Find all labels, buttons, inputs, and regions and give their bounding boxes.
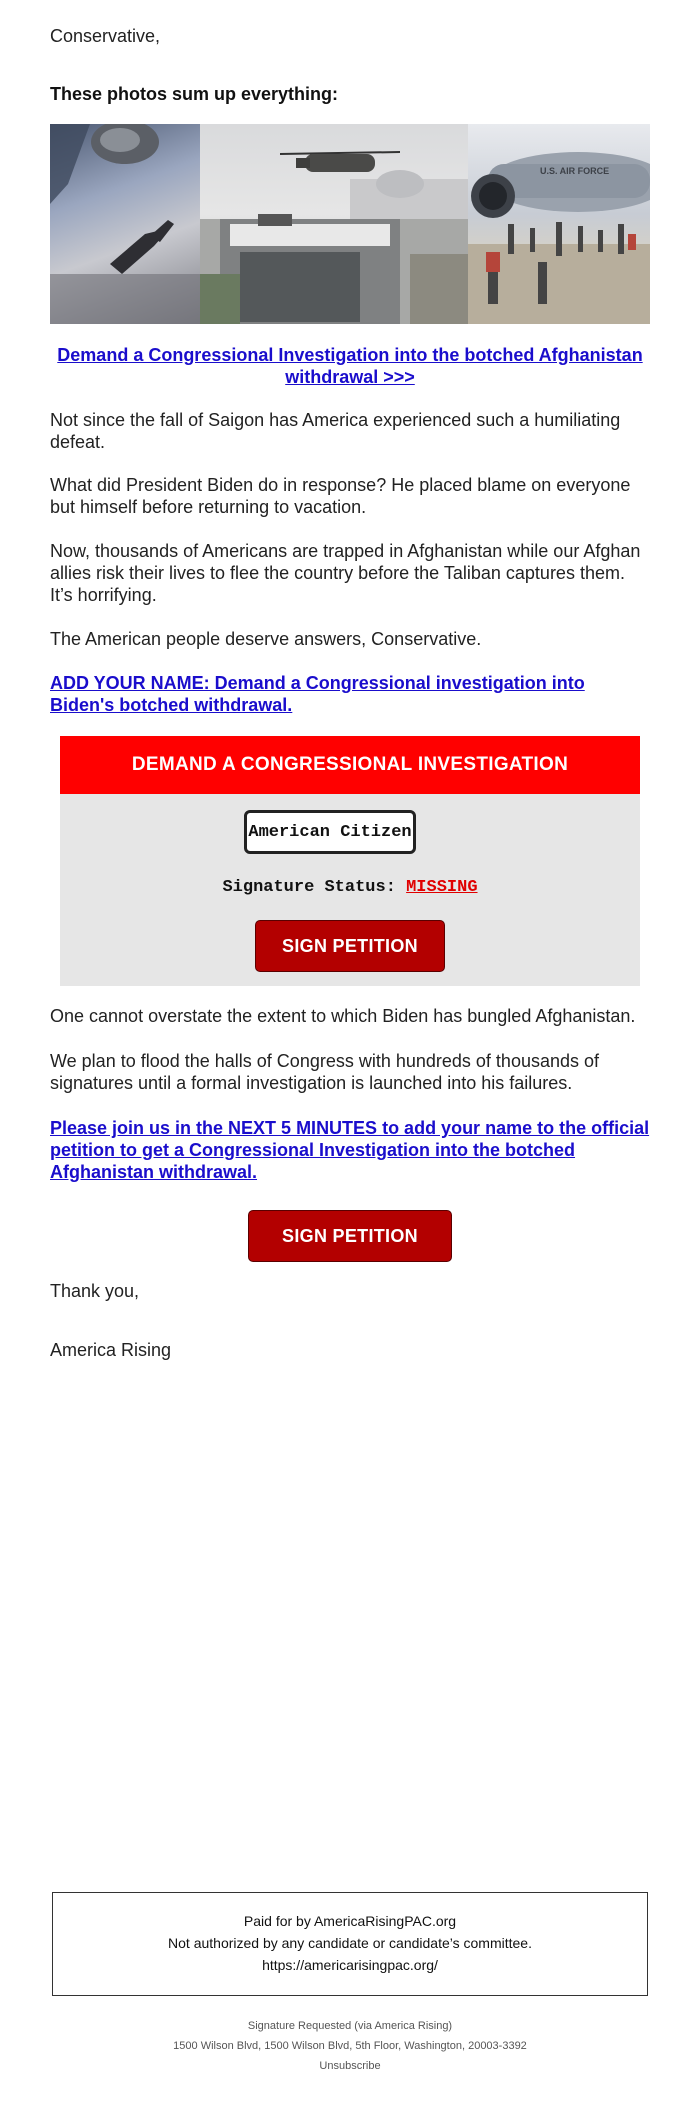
mailing-address: 1500 Wilson Blvd, 1500 Wilson Blvd, 5th Floor, Washington, 20003-3392: [173, 2040, 527, 2052]
signature-name: America Rising: [50, 1340, 172, 1360]
paid-for-text: Paid for by AmericaRisingPAC.org: [243, 1913, 457, 1929]
petition-header: DEMAND A CONGRESSIONAL INVESTIGATION: [60, 736, 640, 794]
cta-link-add-name[interactable]: ADD YOUR NAME: Demand a Congressional investigation into Biden's botched withdrawal.: [50, 673, 585, 715]
paragraph-answers: The American people deserve answers, Conservative.: [50, 629, 482, 649]
photo-collage[interactable]: [50, 124, 650, 324]
unsubscribe-link[interactable]: Unsubscribe: [319, 2060, 381, 2072]
paragraph-biden-response: What did President Biden do in response? He placed blame on everyone but himself before returning to vacation.: [50, 475, 631, 517]
disclaimer-box: [52, 1892, 648, 1996]
sign-petition-button-2[interactable]: SIGN PETITION: [248, 1210, 452, 1262]
signature-status: [60, 878, 640, 897]
cta-link-next-5-minutes[interactable]: Please join us in the NEXT 5 MINUTES to add your name to the official petition to get a Congressional Investigation into the botched Afghanistan withdrawal.: [50, 1118, 650, 1182]
signature-status-value: MISSING: [406, 878, 478, 897]
cta-link-investigation[interactable]: Demand a Congressional Investigation into the botched Afghanistan withdrawal >>>: [57, 345, 643, 387]
helicopter-over-embassy-photo: [200, 124, 468, 324]
air-force-plane-crowd-photo: [468, 124, 650, 324]
not-authorized-text: Not authorized by any candidate or candidate’s committee.: [168, 1935, 532, 1951]
closing: Thank you,: [50, 1281, 140, 1301]
petition-panel: [60, 736, 640, 986]
paragraph-bungled: One cannot overstate the extent to which Biden has bungled Afghanistan.: [50, 1006, 636, 1026]
signature-requested-text: Signature Requested (via America Rising): [247, 2020, 453, 2032]
website-url[interactable]: https://americarisingpac.org/: [262, 1957, 438, 1973]
american-citizen-field[interactable]: American Citizen: [244, 810, 416, 854]
paragraph-saigon: Not since the fall of Saigon has America experienced such a humiliating defeat.: [50, 410, 621, 452]
paragraph-trapped-americans: Now, thousands of Americans are trapped in Afghanistan while our Afghan allies risk their lives to flee the country before the Taliban captures them. It’s horrifying.: [50, 541, 641, 605]
photos-heading: These photos sum up everything:: [50, 84, 339, 104]
signature-status-label: Signature Status:: [222, 878, 396, 897]
greeting: Conservative,: [50, 26, 161, 46]
plane-window-photo: [50, 124, 200, 324]
sign-petition-button[interactable]: SIGN PETITION: [255, 920, 445, 972]
plane-marking-text: U.S. AIR FORCE: [540, 166, 610, 176]
paragraph-flood-congress: We plan to flood the halls of Congress with hundreds of thousands of signatures until a formal investigation is launched into his failures.: [50, 1051, 600, 1093]
